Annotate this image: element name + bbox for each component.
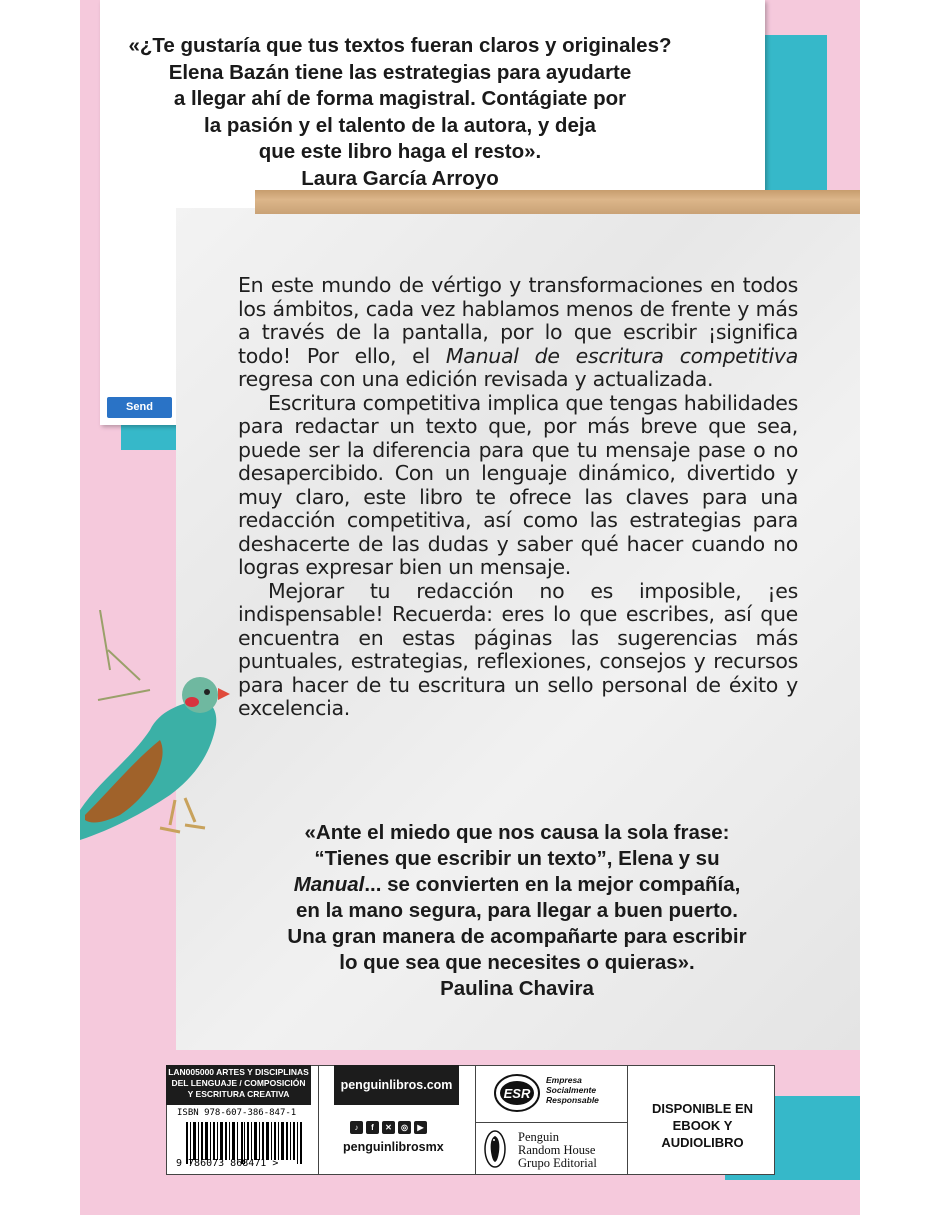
barcode-digits: 9 786073 868471 >: [176, 1158, 279, 1169]
right-margin: [860, 0, 940, 1215]
book-title: Manual de escritura competitiva: [445, 343, 798, 368]
quote-line: Elena Bazán tiene las estrategias para ayudarte: [168, 60, 632, 84]
esr-label: Empresa Socialmente Responsable: [546, 1075, 599, 1105]
social-handle: penguinlibrosmx: [343, 1140, 444, 1154]
svg-text:ESR: ESR: [503, 1086, 531, 1101]
pink-block-bottom: [508, 1180, 860, 1215]
synopsis-paragraph-2: Escritura competitiva implica que tengas habilidades para redactar un texto que, por más breve que sea, puede ser la diferencia para que tu mensaje pase o no desapercibido. Con un lenguaje dinámico, divertido y muy claro, este libro te ofrece las claves para una redacción competitiva, así como las estrategias para deshacerte de las dudas y saber qué hacer cuando no logras expresar bien un mensaje.: [238, 390, 798, 579]
top-quote: [110, 33, 690, 192]
quote-line: «¿Te gustaría que tus textos fueran claros y originales?: [128, 34, 672, 57]
x-icon: ✕: [382, 1121, 395, 1134]
instagram-icon: ◎: [398, 1121, 411, 1134]
bird-illustration: [80, 610, 230, 850]
facebook-icon: f: [366, 1121, 379, 1134]
divider: [318, 1065, 319, 1175]
website-label: penguinlibros.com: [334, 1065, 459, 1105]
quote-line: la pasión y el talento de la autora, y deja: [204, 113, 596, 137]
divider: [627, 1065, 628, 1175]
synopsis: [238, 274, 798, 721]
send-button[interactable]: Send: [107, 397, 172, 418]
tiktok-icon: ♪: [350, 1121, 363, 1134]
divider: [475, 1122, 627, 1123]
availability-note: DISPONIBLE EN EBOOK Y AUDIOLIBRO: [651, 1101, 754, 1150]
divider: [475, 1065, 476, 1175]
synopsis-paragraph-3: Mejorar tu redacción no es imposible, ¡es indispensable! Recuerda: eres lo que escribes, así que encuentra en estas páginas las sugerencias más puntuales, estrategias, reflexiones, consejos y recursos para hacer de tu escritura un sello personal de éxito y excelencia.: [238, 578, 798, 720]
synopsis-paragraph-1: En este mundo de vértigo y transformaciones en todos los ámbitos, cada vez hablamos menos de frente y más a través de la pantalla, por lo que escribir ¡significa todo! Por ello, el Manual de escritura competitiva regresa con una edición revisada y actualizada.: [238, 273, 798, 391]
bottom-quote: «Ante el miedo que nos causa la sola frase: “Tienes que escribir un texto”, Elena y su Manual... se convierten en la mejor compañía, en la mano segura, para llegar a buen puerto. Una gran manera de acompañarte para escribir lo que sea que necesites o quieras». Paulina Chavira: [232, 820, 802, 1002]
teal-block-top: [765, 35, 827, 190]
quote-author: Paulina Chavira: [440, 977, 594, 1000]
paper-tape: [255, 190, 860, 214]
penguin-logo: [484, 1130, 506, 1168]
quote-author: Laura García Arroyo: [301, 166, 499, 190]
social-icons: [350, 1121, 427, 1134]
quote-line: que este libro haga el resto».: [258, 140, 542, 163]
isbn: ISBN 978-607-386-847-1: [177, 1108, 297, 1118]
category-label: LAN005000 ARTES Y DISCIPLINAS DEL LENGUAJE / COMPOSICIÓN Y ESCRITURA CREATIVA: [166, 1065, 311, 1105]
quote-line: a llegar ahí de forma magistral. Contágiate por: [173, 87, 627, 110]
publisher-name: Penguin Random House Grupo Editorial: [518, 1130, 597, 1170]
esr-logo: [494, 1073, 540, 1113]
youtube-icon: ▶: [414, 1121, 427, 1134]
